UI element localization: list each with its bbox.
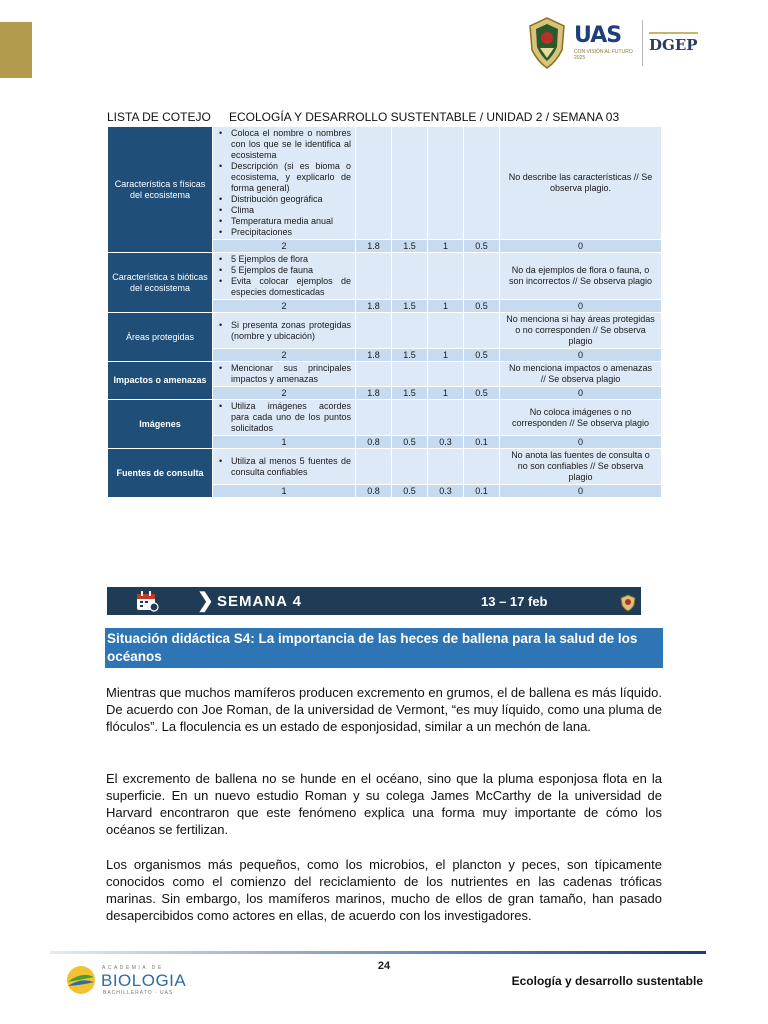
score-value: 0 — [500, 349, 662, 362]
uas-small-crest-icon — [620, 594, 636, 612]
empty-level-cell — [356, 449, 392, 485]
criterion-name: Característica s bióticas del ecosistema — [108, 253, 213, 313]
chevron-right-icon: ❯ — [197, 590, 214, 612]
criterion-items — [213, 253, 356, 300]
empty-level-cell — [464, 449, 500, 485]
criterion-items — [213, 127, 356, 240]
score-value: 1.5 — [392, 349, 428, 362]
gold-corner-tab — [0, 22, 32, 78]
header-logos — [526, 14, 706, 72]
criterion-name: Impactos o amenazas — [108, 362, 213, 400]
score-value: 1.8 — [356, 300, 392, 313]
criterion-item: • Precipitaciones — [217, 227, 351, 238]
criterion-name: Característica s físicas del ecosistema — [108, 127, 213, 253]
criterion-note: No anota las fuentes de consulta o no son confiables // Se observa plagio — [500, 449, 662, 485]
empty-level-cell — [428, 449, 464, 485]
week-label: SEMANA 4 — [217, 593, 302, 610]
score-value: 1.5 — [392, 387, 428, 400]
checklist-title: ECOLOGÍA Y DESARROLLO SUSTENTABLE / UNIDAD 2 / SEMANA 03 — [229, 110, 620, 124]
score-value: 0.8 — [356, 436, 392, 449]
criterion-name: Imágenes — [108, 400, 213, 449]
score-value: 1.8 — [356, 387, 392, 400]
empty-level-cell — [392, 253, 428, 300]
biologia-leaf-icon — [66, 965, 96, 995]
score-value: 2 — [213, 349, 356, 362]
empty-level-cell — [356, 127, 392, 240]
criterion-items — [213, 449, 356, 485]
score-value: 0.5 — [464, 387, 500, 400]
score-value: 0.5 — [392, 436, 428, 449]
score-value: 1 — [213, 485, 356, 498]
empty-level-cell — [464, 400, 500, 436]
empty-level-cell — [392, 400, 428, 436]
score-value: 2 — [213, 240, 356, 253]
week-banner — [107, 587, 641, 615]
criterion-row — [108, 253, 662, 300]
criterion-name: Áreas protegidas — [108, 313, 213, 362]
biologia-logo-word: BIOLOGIA — [101, 971, 187, 990]
biologia-logo — [66, 963, 196, 999]
score-value: 0.3 — [428, 436, 464, 449]
score-value: 2 — [213, 387, 356, 400]
empty-level-cell — [428, 253, 464, 300]
criterion-item: • Mencionar sus principales impactos y amenazas — [217, 363, 351, 385]
empty-level-cell — [428, 400, 464, 436]
empty-level-cell — [464, 253, 500, 300]
empty-level-cell — [392, 362, 428, 387]
week-dates: 13 – 17 feb — [481, 594, 548, 609]
empty-level-cell — [392, 127, 428, 240]
criterion-item: • Descripción (si es bioma o ecosistema, y explicarlo de forma general) — [217, 161, 351, 194]
score-value: 1.8 — [356, 240, 392, 253]
footer-divider — [50, 951, 706, 954]
score-value: 1 — [428, 387, 464, 400]
criterion-note: No menciona si hay áreas protegidas o no corresponden // Se observa plagio — [500, 313, 662, 349]
score-value: 0.8 — [356, 485, 392, 498]
situation-title: Situación didáctica S4: La importancia de las heces de ballena para la salud de los océanos — [105, 628, 663, 668]
paragraph-3: Los organismos más pequeños, como los microbios, el plancton y peces, son típicamente conocidos como el comienzo del reciclamiento de los nutrientes en las cadenas tróficas marinas. Sin embargo, los mamíferos marinos, mucho de ellos de gran tamaño, han pasado desapercibidos como actores en ellas, de acuerdo con los investigadores. — [106, 857, 662, 923]
score-value: 0.5 — [464, 300, 500, 313]
criterion-item: • Utiliza imágenes acordes para cada uno de los puntos solicitados — [217, 401, 351, 434]
empty-level-cell — [428, 127, 464, 240]
score-value: 1 — [428, 240, 464, 253]
criterion-note: No menciona impactos o amenazas // Se observa plagio — [500, 362, 662, 387]
empty-level-cell — [356, 313, 392, 349]
criterion-name: Fuentes de consulta — [108, 449, 213, 498]
criterion-item: • Evita colocar ejemplos de especies domesticadas — [217, 276, 351, 298]
dgep-logo: DGEP — [649, 32, 698, 54]
calendar-icon — [135, 590, 159, 612]
criterion-item: • Si presenta zonas protegidas (nombre y ubicación) — [217, 320, 351, 342]
paragraph-2: El excremento de ballena no se hunde en el océano, sino que la pluma esponjosa flota en la superficie. En un nuevo estudio Roman y su colega James McCarthy de la universidad de Harvard encontraron que este fenómeno explica una forma muy importante de cómo los océanos se fertilizan. — [106, 771, 662, 837]
criterion-row — [108, 127, 662, 240]
score-value: 0.1 — [464, 485, 500, 498]
biologia-logo-sub: BACHILLERATO · UAS — [103, 990, 174, 996]
footer-title: Ecología y desarrollo sustentable — [511, 974, 703, 988]
score-value: 0 — [500, 387, 662, 400]
criterion-row — [108, 400, 662, 436]
criterion-note: No da ejemplos de flora o fauna, o son incorrectos // Se observa plagio — [500, 253, 662, 300]
empty-level-cell — [356, 253, 392, 300]
uas-crest-icon — [526, 16, 568, 70]
paragraph-1: Mientras que muchos mamíferos producen excremento en grumos, el de ballena es más líquido. De acuerdo con Joe Roman, de la universidad de Vermont, “es muy líquido, como una pluma de flóculos”. La floculencia es un estado de esponjosidad, similar a un mechón de lana. — [106, 685, 662, 734]
criterion-note: No coloca imágenes o no corresponden // Se observa plagio — [500, 400, 662, 436]
score-value: 0.5 — [392, 485, 428, 498]
criterion-items — [213, 313, 356, 349]
criterion-row — [108, 313, 662, 349]
criterion-item: • Temperatura media anual — [217, 216, 351, 227]
score-value: 0 — [500, 300, 662, 313]
biologia-logo-top: ACADEMIA DE — [102, 965, 164, 971]
empty-level-cell — [464, 127, 500, 240]
score-value: 0.3 — [428, 485, 464, 498]
empty-level-cell — [428, 362, 464, 387]
criterion-row — [108, 362, 662, 387]
empty-level-cell — [428, 313, 464, 349]
empty-level-cell — [392, 449, 428, 485]
score-value: 2 — [213, 300, 356, 313]
score-value: 1.5 — [392, 240, 428, 253]
score-value: 0.5 — [464, 349, 500, 362]
criterion-item: • 5 Ejemplos de fauna — [217, 265, 351, 276]
criterion-item: • Utiliza al menos 5 fuentes de consulta confiables — [217, 456, 351, 478]
score-value: 1.5 — [392, 300, 428, 313]
score-value: 1 — [428, 300, 464, 313]
page-number: 24 — [377, 960, 391, 972]
empty-level-cell — [392, 313, 428, 349]
empty-level-cell — [464, 362, 500, 387]
empty-level-cell — [356, 400, 392, 436]
score-value: 0 — [500, 436, 662, 449]
empty-level-cell — [356, 362, 392, 387]
score-value: 0 — [500, 240, 662, 253]
criterion-item: • Distribución geográfica — [217, 194, 351, 205]
checklist-heading — [107, 110, 667, 124]
checklist-label: LISTA DE COTEJO — [107, 110, 211, 124]
criterion-item: • Clima — [217, 205, 351, 216]
score-value: 0 — [500, 485, 662, 498]
score-value: 1.8 — [356, 349, 392, 362]
criterion-items — [213, 400, 356, 436]
criterion-row — [108, 449, 662, 485]
uas-logo-sub: CON VISIÓN AL FUTURO 2025 — [574, 49, 633, 61]
score-value: 1 — [428, 349, 464, 362]
score-value: 0.1 — [464, 436, 500, 449]
criterion-note: No describe las características // Se observa plagio. — [500, 127, 662, 240]
criterion-item: • Coloca el nombre o nombres con los que se le identifica al ecosistema — [217, 128, 351, 161]
uas-logo-text: UAS — [574, 23, 622, 48]
empty-level-cell — [464, 313, 500, 349]
criterion-items — [213, 362, 356, 387]
checklist-table — [107, 126, 662, 498]
score-value: 0.5 — [464, 240, 500, 253]
score-value: 1 — [213, 436, 356, 449]
uas-logo — [574, 25, 636, 61]
criterion-item: • 5 Ejemplos de flora — [217, 254, 351, 265]
logo-divider — [642, 20, 643, 66]
